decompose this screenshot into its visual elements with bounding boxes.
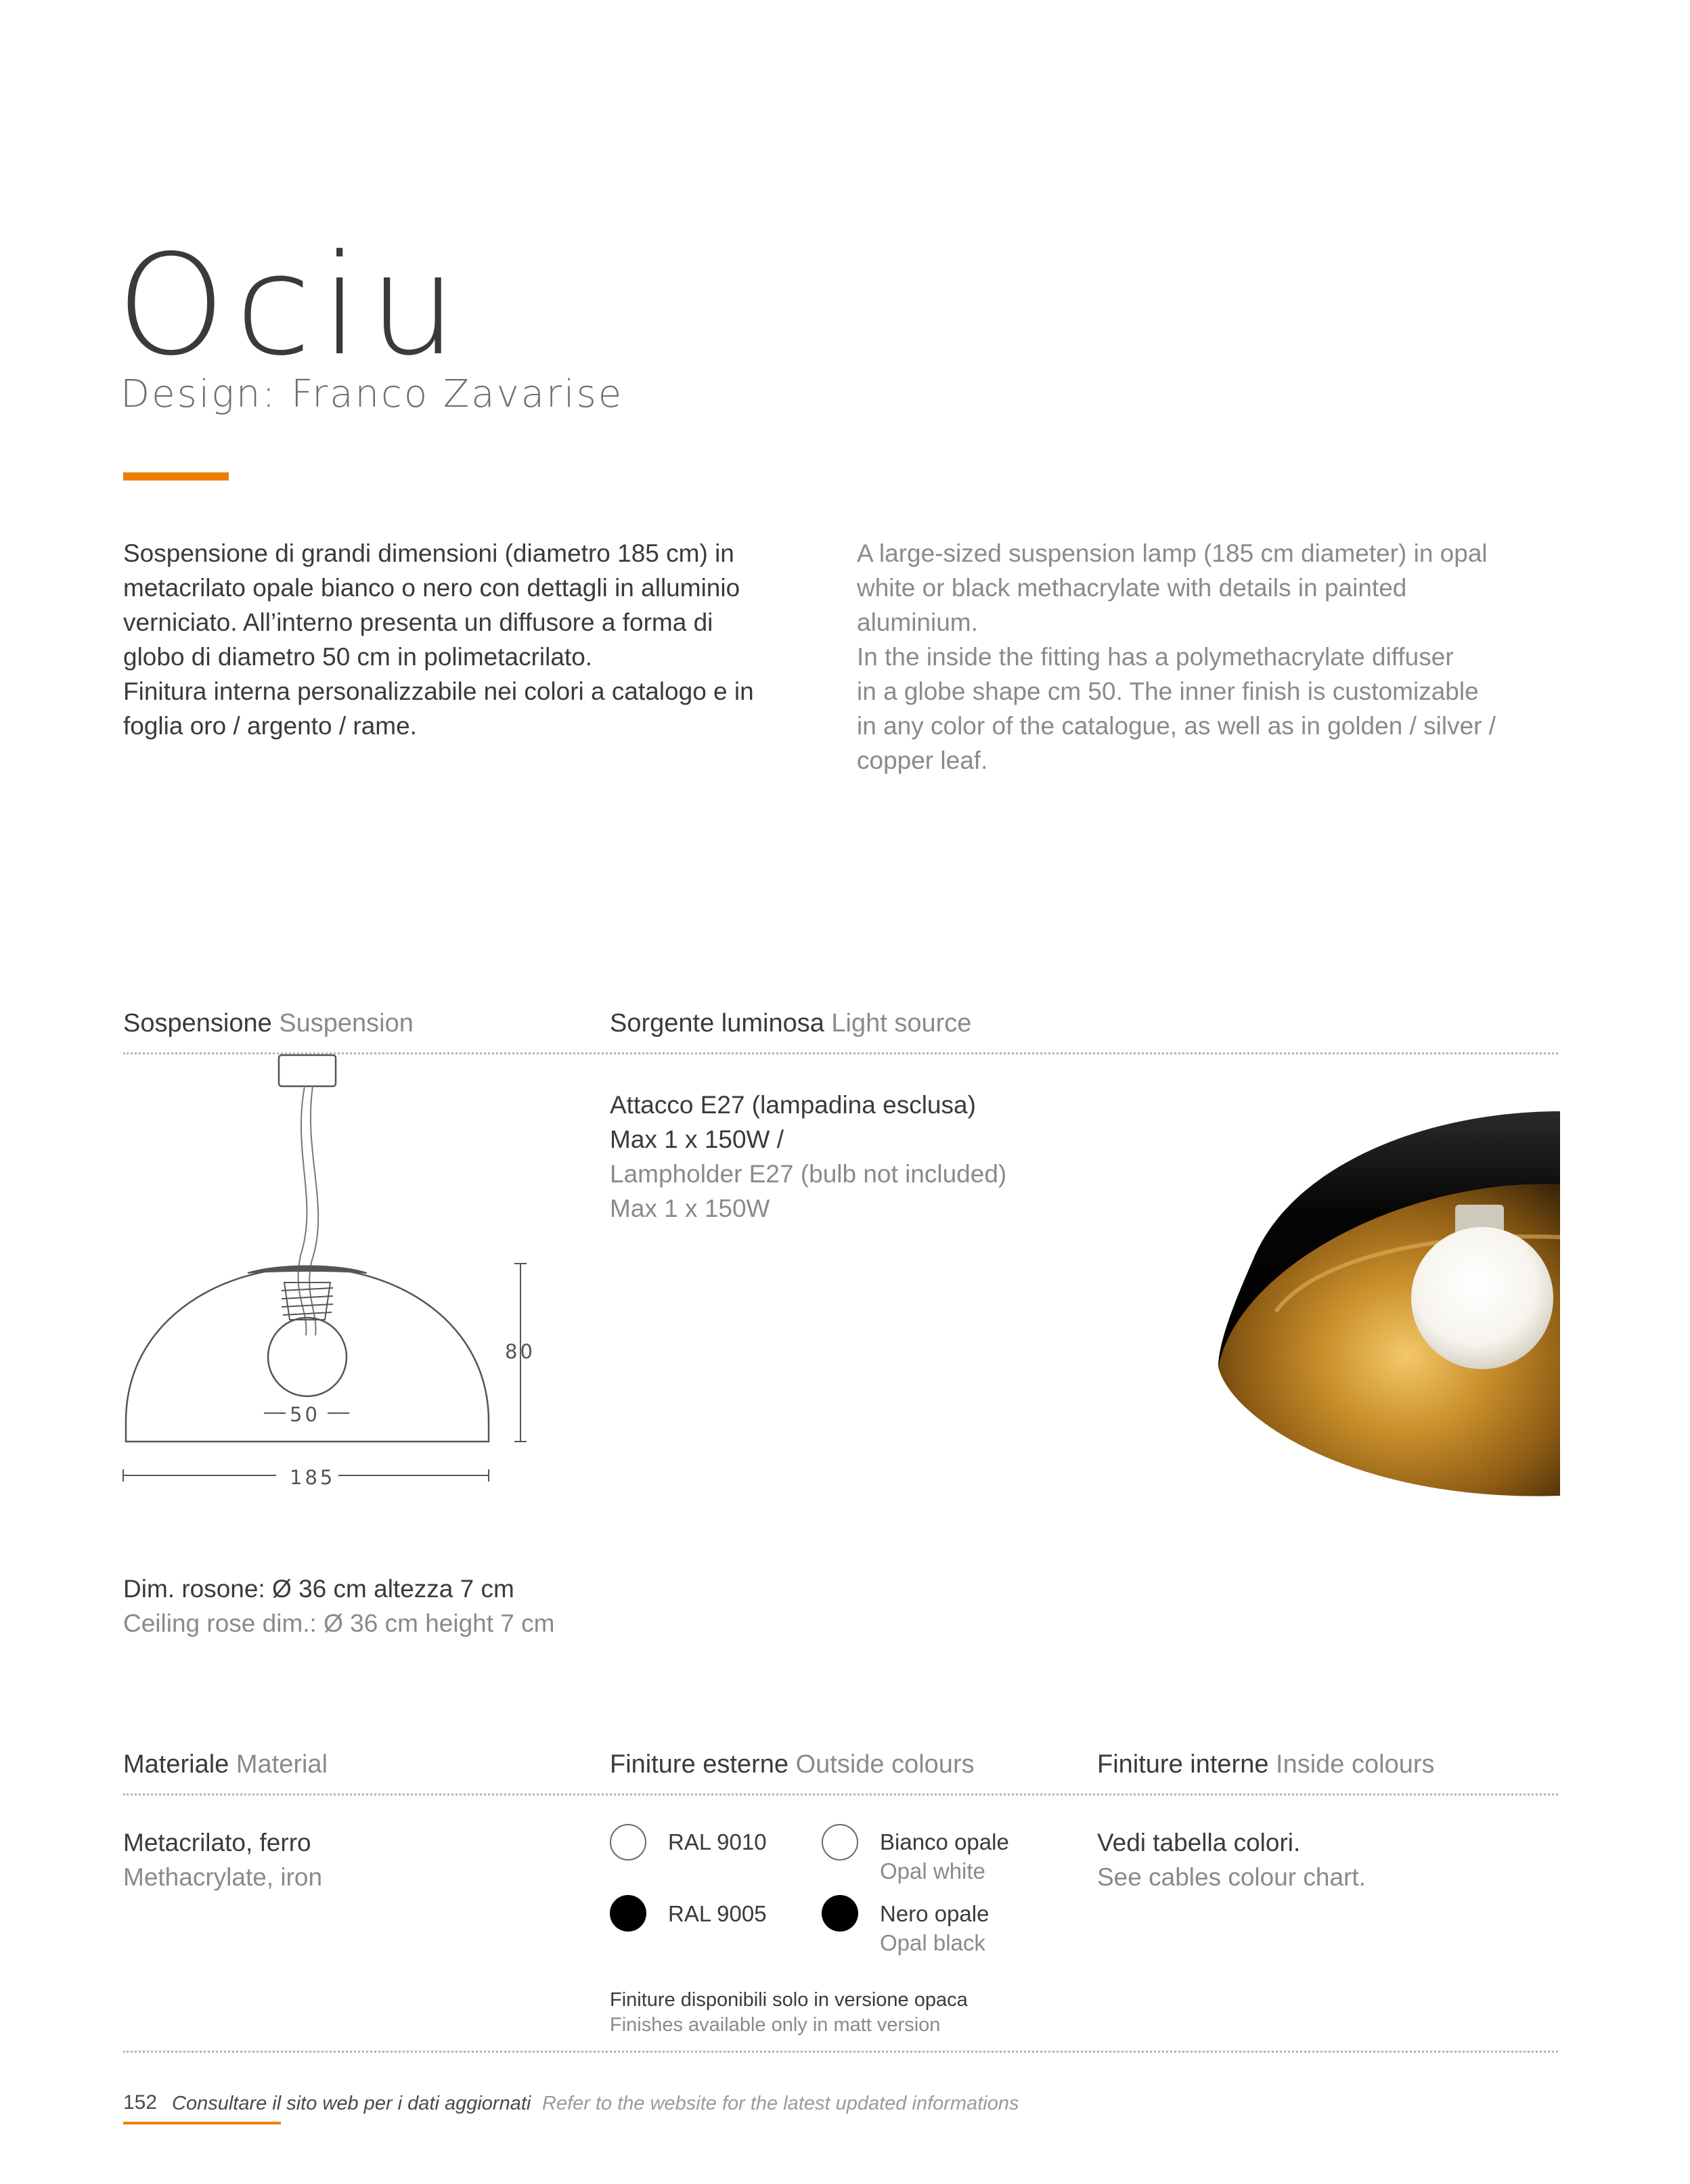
description-english: A large-sized suspension lamp (185 cm diameter) in opal white or black methacrylate with details in painted aluminium. In the inside the fitting has a polymethacrylate diffuser in a globe shape cm 50. The inner finish is customizable in any color of the catalogue, as well as in golden / silver / copper leaf. bbox=[857, 539, 1496, 774]
swatch-opal-white-label-en: Opal white bbox=[880, 1858, 985, 1884]
ceiling-rose-value-it: Ø 36 cm altezza 7 cm bbox=[272, 1575, 514, 1603]
inside-colours-heading-en: Inside colours bbox=[1276, 1750, 1435, 1779]
swatch-opal-black-label-it: Nero opale bbox=[880, 1901, 989, 1926]
bulb-outline bbox=[268, 1318, 347, 1396]
swatch-opal-white-label-it: Bianco opale bbox=[880, 1829, 1009, 1854]
suspension-heading bbox=[123, 1008, 414, 1038]
suspension-heading-en: Suspension bbox=[279, 1009, 414, 1038]
page-number: 152 bbox=[123, 2091, 158, 2114]
finish-note-it: Finiture disponibili solo in versione opaca bbox=[610, 1989, 968, 2011]
light-source-line1-en: Lampholder E27 (bulb not included) bbox=[610, 1160, 1007, 1188]
ceiling-rose-it bbox=[123, 1572, 514, 1606]
technical-drawing bbox=[115, 1052, 548, 1499]
inside-colours-value-en: See cables colour chart. bbox=[1097, 1863, 1366, 1891]
ceiling-rose-label-it: Dim. rosone: bbox=[123, 1575, 265, 1603]
light-source-line1-it: Attacco E27 (lampadina esclusa) bbox=[610, 1091, 976, 1119]
suspension-heading-it: Sospensione bbox=[123, 1009, 272, 1038]
material-value-it: Metacrilato, ferro bbox=[123, 1829, 311, 1856]
light-source-line2-it: Max 1 x 150W / bbox=[610, 1126, 784, 1153]
footer-note-en: Refer to the website for the latest updated informations bbox=[542, 2093, 1019, 2114]
designer-credit: Design: Franco Zavarise bbox=[120, 372, 624, 416]
lamp-bulb bbox=[1411, 1227, 1553, 1369]
material-value-en: Methacrylate, iron bbox=[123, 1863, 323, 1891]
inside-colours-value-it: Vedi tabella colori. bbox=[1097, 1829, 1301, 1856]
swatch-opal-white bbox=[822, 1824, 858, 1860]
swatch-opal-black bbox=[822, 1895, 858, 1932]
ceiling-rose-outline bbox=[279, 1055, 336, 1086]
ceiling-rose-label-en: Ceiling rose dim.: bbox=[123, 1609, 317, 1637]
accent-divider bbox=[123, 472, 229, 481]
inside-colours-heading bbox=[1097, 1750, 1435, 1779]
dimension-diameter-label: 185 bbox=[290, 1466, 336, 1489]
description-italian: Sospensione di grandi dimensioni (diametro 185 cm) in metacrilato opale bianco o nero con dettagli in alluminio verniciato. All’interno presenta un diffusore a forma di globo di diametro 50 cm in polimetacrilato. Finitura interna personalizzabile nei colori a catalogo e in foglia oro / argento / rame. bbox=[123, 539, 754, 740]
section-divider-3 bbox=[123, 2051, 1558, 2053]
swatch-ral-9005 bbox=[610, 1895, 646, 1932]
light-source-heading-it: Sorgente luminosa bbox=[610, 1009, 824, 1038]
light-source-heading-en: Light source bbox=[831, 1009, 972, 1038]
dimension-height-label: 80 bbox=[505, 1340, 535, 1363]
footer-note-it: Consultare il sito web per i dati aggiornati bbox=[172, 2093, 531, 2114]
outside-colours-heading bbox=[610, 1750, 975, 1779]
inside-colours-heading-it: Finiture interne bbox=[1097, 1750, 1269, 1779]
product-title: Ociu bbox=[116, 225, 466, 386]
light-source-heading bbox=[610, 1008, 971, 1038]
dimension-diffuser-label: 50 bbox=[290, 1403, 320, 1426]
finish-note-en: Finishes available only in matt version bbox=[610, 2014, 941, 2036]
outside-colours-heading-it: Finiture esterne bbox=[610, 1750, 789, 1779]
product-photo bbox=[1191, 1096, 1560, 1502]
cable-line bbox=[309, 1086, 318, 1335]
swatch-ral-9010-label: RAL 9010 bbox=[668, 1829, 767, 1854]
outside-colours-heading-en: Outside colours bbox=[795, 1750, 975, 1779]
material-heading bbox=[123, 1750, 328, 1779]
swatch-ral-9010 bbox=[610, 1824, 646, 1860]
section-divider-2 bbox=[123, 1793, 1558, 1796]
ceiling-rose-en bbox=[123, 1606, 555, 1641]
material-heading-it: Materiale bbox=[123, 1750, 229, 1779]
bulb-socket bbox=[282, 1283, 333, 1320]
material-heading-en: Material bbox=[236, 1750, 328, 1779]
footer-accent-bar bbox=[123, 2122, 281, 2124]
ceiling-rose-value-en: Ø 36 cm height 7 cm bbox=[324, 1609, 555, 1637]
swatch-opal-black-label-en: Opal black bbox=[880, 1930, 985, 1955]
swatch-ral-9005-label: RAL 9005 bbox=[668, 1901, 767, 1926]
light-source-line2-en: Max 1 x 150W bbox=[610, 1195, 770, 1222]
